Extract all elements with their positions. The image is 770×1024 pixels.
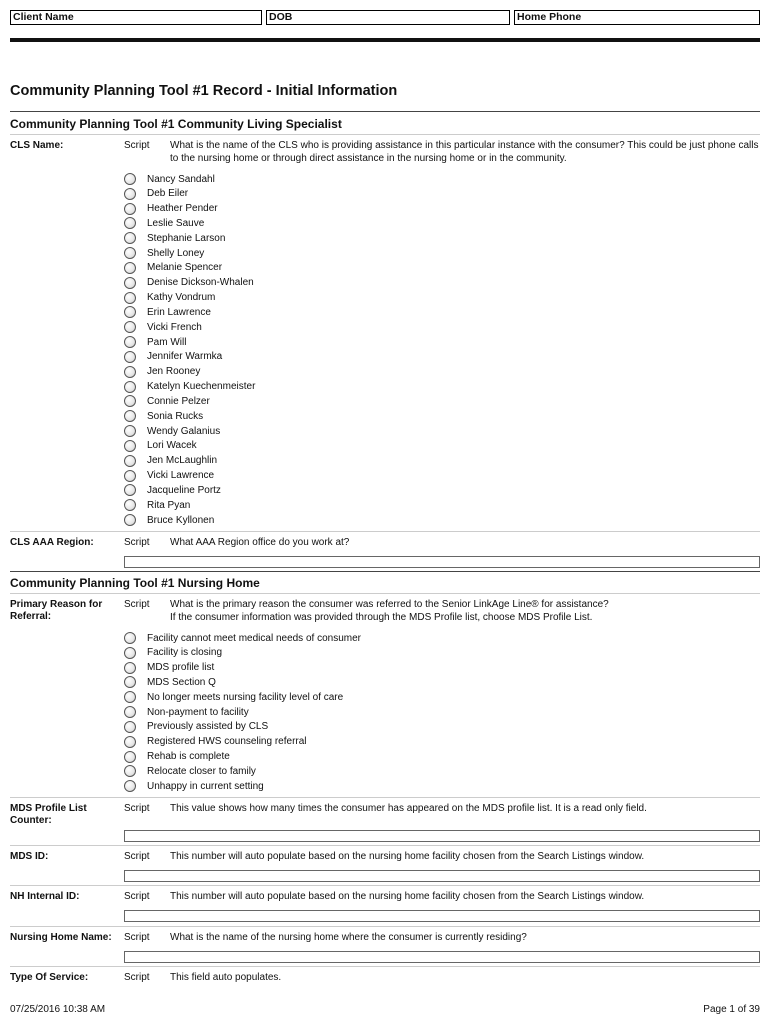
field-divider [10,885,760,886]
primary-reason-option[interactable] [124,764,256,778]
cls-name-option[interactable] [124,231,225,245]
home-phone-field[interactable] [514,10,760,25]
dob-field[interactable] [266,10,510,25]
cls-name-option-label: Shelly Loney [147,247,205,259]
radio-button[interactable] [124,277,136,289]
cls-name-option[interactable] [124,498,190,512]
cls-name-option-label: Kathy Vondrum [147,292,216,304]
cls-name-option-label: Leslie Sauve [147,217,205,229]
radio-button[interactable] [124,410,136,422]
script-label: Script [124,851,150,862]
client-name-field[interactable] [10,10,262,25]
mds-id-input[interactable] [124,870,760,882]
radio-button[interactable] [124,470,136,482]
cls-aaa-region-label: CLS AAA Region: [10,537,94,548]
cls-name-option-label: Rita Pyan [147,499,191,511]
mds-id-label: MDS ID: [10,851,49,862]
cls-name-option-label: Jennifer Warmka [147,351,223,363]
radio-button[interactable] [124,173,136,185]
script-label: Script [124,891,150,902]
script-label: Script [124,537,150,548]
radio-button[interactable] [124,499,136,511]
page-title: Community Planning Tool #1 Record - Initial Information [10,83,398,99]
cls-name-question: What is the name of the CLS who is providing assistance in this particular instance with the consumer? This could be just phone calls to the nursing home or through direct assistance in the nursing home or in the community. [170,140,759,164]
radio-button[interactable] [124,765,136,777]
footer-timestamp: 07/25/2016 10:38 AM [10,1004,106,1015]
primary-reason-option-label: Facility is closing [147,647,223,659]
cls-name-option[interactable] [124,513,214,527]
cls-name-option[interactable] [124,350,222,364]
radio-button[interactable] [124,203,136,215]
radio-button[interactable] [124,232,136,244]
mds-counter-input[interactable] [124,830,760,842]
cls-name-option[interactable] [124,365,200,379]
cls-name-option-label: Connie Pelzer [147,395,210,407]
cls-name-option-label: Melanie Spencer [147,262,223,274]
field-divider [10,845,760,846]
primary-reason-option[interactable] [124,631,361,645]
field-divider [10,797,760,798]
cls-name-option-label: Denise Dickson-Whalen [147,277,254,289]
header-bar [10,10,760,25]
field-divider [10,926,760,927]
primary-reason-option-label: Previously assisted by CLS [147,721,269,733]
primary-reason-option[interactable] [124,675,216,689]
primary-reason-option-label: Registered HWS counseling referral [147,736,307,748]
cls-name-option-label: Nancy Sandahl [147,173,215,185]
radio-button[interactable] [124,484,136,496]
primary-reason-question-line1: What is the primary reason the consumer was referred to the Senior LinkAge Line® for assistance? [170,599,609,610]
cls-name-option[interactable] [124,187,188,201]
cls-name-option-label: Jen Rooney [147,366,201,378]
radio-button[interactable] [124,217,136,229]
field-divider [10,531,760,532]
type-of-service-label: Type Of Service: [10,972,89,983]
primary-reason-option-label: MDS profile list [147,662,215,674]
cls-name-label: CLS Name: [10,140,64,151]
radio-button[interactable] [124,188,136,200]
cls-name-option[interactable] [124,439,197,453]
radio-button[interactable] [124,691,136,703]
script-label: Script [124,972,150,983]
primary-reason-option[interactable] [124,705,249,719]
cls-name-option[interactable] [124,469,214,483]
dob-label: DOB [269,11,293,23]
cls-name-option-label: Katelyn Kuechenmeister [147,381,256,393]
radio-button[interactable] [124,751,136,763]
primary-reason-option[interactable] [124,690,343,704]
primary-reason-option[interactable] [124,646,222,660]
cls-name-option-label: Wendy Galanius [147,425,221,437]
primary-reason-option-label: Facility cannot meet medical needs of consumer [147,632,361,644]
radio-button[interactable] [124,780,136,792]
radio-button[interactable] [124,351,136,363]
primary-reason-option[interactable] [124,735,307,749]
footer-page-number: Page 1 of 39 [703,1004,760,1015]
nursing-home-name-input[interactable] [124,951,760,963]
cls-name-option-label: Sonia Rucks [147,410,204,422]
cls-name-option[interactable] [124,409,203,423]
nursing-home-name-question: What is the name of the nursing home where the consumer is currently residing? [170,932,527,943]
mds-counter-question: This value shows how many times the consumer has appeared on the MDS profile list. It is a read only field. [170,803,647,814]
script-label: Script [124,803,150,814]
script-label: Script [124,140,150,151]
radio-button[interactable] [124,706,136,718]
radio-button[interactable] [124,336,136,348]
cls-name-option[interactable] [124,394,210,408]
cls-name-option-label: Pam Will [147,336,187,348]
radio-button[interactable] [124,381,136,393]
primary-reason-label: Primary Reason for Referral: [10,599,103,622]
cls-name-option-label: Vicki Lawrence [147,470,215,482]
cls-name-option-label: Bruce Kyllonen [147,514,215,526]
cls-name-option[interactable] [124,216,204,230]
cls-name-option-label: Heather Pender [147,203,218,215]
primary-reason-question [170,599,760,624]
primary-reason-option[interactable] [124,661,214,675]
primary-reason-option-label: MDS Section Q [147,676,216,688]
cls-name-option[interactable] [124,320,202,334]
nh-internal-id-input[interactable] [124,910,760,922]
radio-button[interactable] [124,321,136,333]
cls-name-option[interactable] [124,454,217,468]
mds-id-question: This number will auto populate based on the nursing home facility chosen from the Search Listings window. [170,851,645,862]
cls-name-option-label: Erin Lawrence [147,306,211,318]
cls-name-option-label: Vicki French [147,321,202,333]
cls-name-option-label: Jen McLaughlin [147,455,218,467]
nh-internal-id-question: This number will auto populate based on the nursing home facility chosen from the Search Listings window. [170,891,645,902]
cls-aaa-region-question: What AAA Region office do you work at? [170,537,350,548]
radio-button[interactable] [124,647,136,659]
radio-button[interactable] [124,425,136,437]
cls-name-option[interactable] [124,291,215,305]
cls-name-option[interactable] [124,276,254,290]
cls-name-option-label: Lori Wacek [147,440,197,452]
nh-internal-id-label: NH Internal ID: [10,891,80,902]
radio-button[interactable] [124,292,136,304]
radio-button[interactable] [124,247,136,259]
radio-button[interactable] [124,306,136,318]
client-name-label: Client Name [13,11,74,23]
header-divider [10,38,760,42]
primary-reason-question-line2: If the consumer information was provided through the MDS Profile list, choose MDS Profile List. [170,611,593,623]
section-divider [10,593,760,594]
cls-name-option[interactable] [124,246,204,260]
cls-name-option-label: Deb Eiler [147,188,189,200]
radio-button[interactable] [124,514,136,526]
cls-name-option-label: Jacqueline Portz [147,484,221,496]
cls-name-option[interactable] [124,424,220,438]
section-divider [10,571,760,572]
radio-button[interactable] [124,736,136,748]
radio-button[interactable] [124,440,136,452]
type-of-service-question: This field auto populates. [170,972,282,983]
cls-name-option[interactable] [124,172,215,186]
field-divider [10,966,760,967]
section-divider [10,134,760,135]
nursing-home-name-label: Nursing Home Name: [10,932,112,943]
primary-reason-option-label: Rehab is complete [147,751,230,763]
script-label: Script [124,599,150,610]
primary-reason-option[interactable] [124,750,230,764]
section-title-nursing-home: Community Planning Tool #1 Nursing Home [10,576,260,590]
cls-name-option[interactable] [124,305,211,319]
primary-reason-option-label: No longer meets nursing facility level of care [147,691,344,703]
primary-reason-option[interactable] [124,779,264,793]
cls-name-option[interactable] [124,261,222,275]
radio-button[interactable] [124,366,136,378]
cls-name-option[interactable] [124,483,221,497]
mds-counter-label: MDS Profile List Counter: [10,803,87,826]
cls-name-option-label: Stephanie Larson [147,232,226,244]
radio-button[interactable] [124,662,136,674]
primary-reason-option-label: Unhappy in current setting [147,780,264,792]
primary-reason-option-label: Non-payment to facility [147,706,249,718]
primary-reason-option-label: Relocate closer to family [147,765,256,777]
radio-button[interactable] [124,632,136,644]
home-phone-label: Home Phone [517,11,582,23]
script-label: Script [124,932,150,943]
radio-button[interactable] [124,676,136,688]
cls-aaa-region-input[interactable] [124,556,760,568]
radio-button[interactable] [124,262,136,274]
cls-name-option[interactable] [124,380,255,394]
cls-name-option[interactable] [124,335,186,349]
radio-button[interactable] [124,455,136,467]
radio-button[interactable] [124,721,136,733]
primary-reason-option[interactable] [124,720,268,734]
section-title-cls: Community Planning Tool #1 Community Living Specialist [10,117,342,131]
radio-button[interactable] [124,395,136,407]
title-divider [10,111,760,112]
cls-name-option[interactable] [124,202,218,216]
